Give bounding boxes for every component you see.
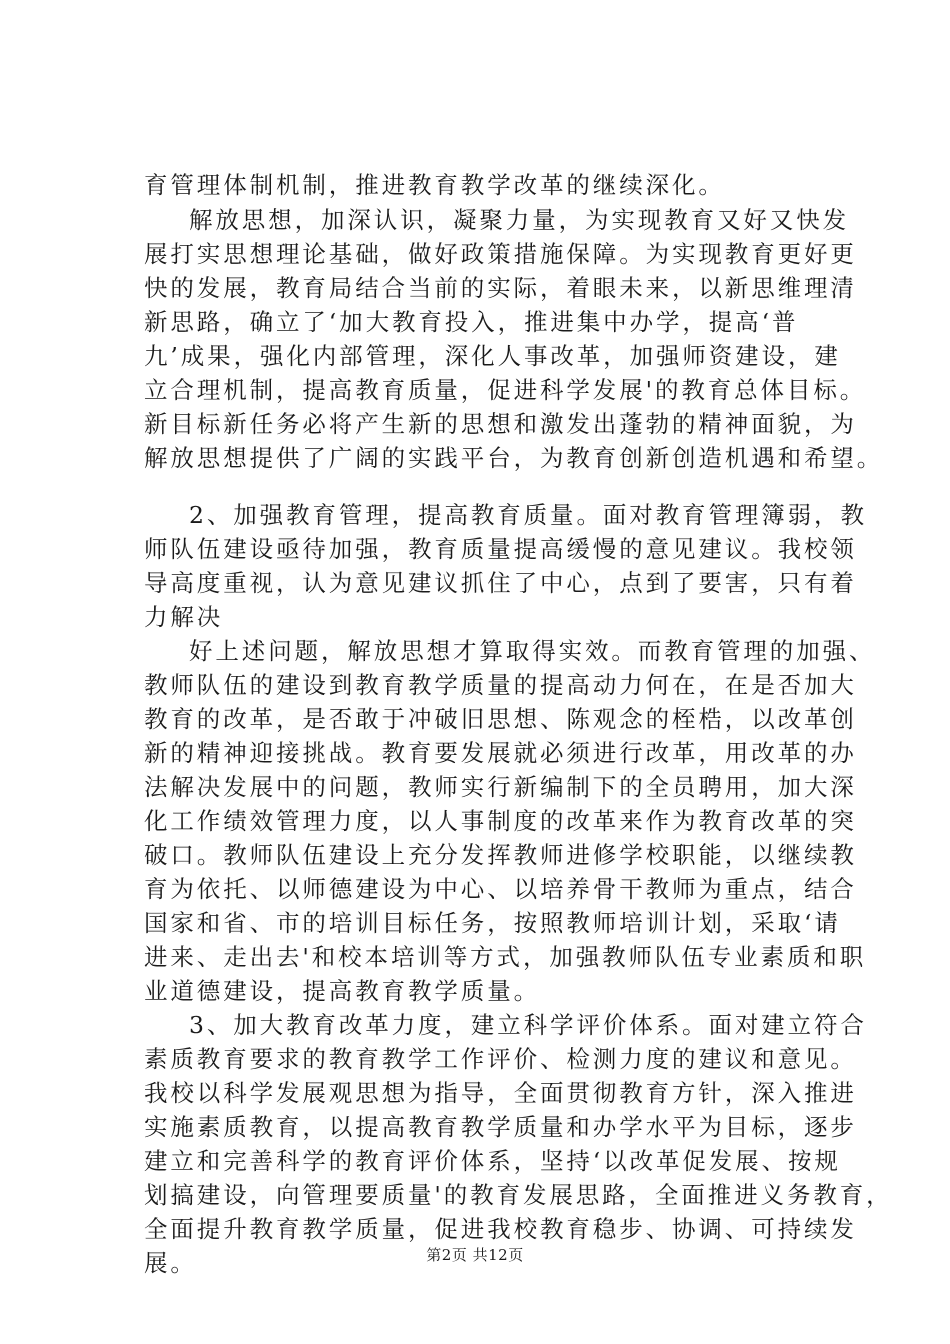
paragraph-line: 国家和省、市的培训目标任务，按照教师培训计划，采取‘请 [144, 909, 841, 937]
paragraph-line: 3、加大教育改革力度，建立科学评价体系。面对建立符合 [189, 1011, 867, 1039]
page-number-footer: 第2页 共12页 [426, 1246, 524, 1264]
paragraph-line: 育为依托、以师德建设为中心、以培养骨干教师为重点，结合 [144, 875, 857, 903]
paragraph-line: 展。 [144, 1249, 197, 1277]
paragraph-line: 新目标新任务必将产生新的思想和激发出蓬勃的精神面貌，为 [144, 410, 857, 438]
paragraph-line: 立合理机制，提高教育质量，促进科学发展'的教育总体目标。 [144, 376, 867, 404]
document-page [144, 0, 893, 1344]
paragraph-line: 好上述问题，解放思想才算取得实效。而教育管理的加强、 [189, 637, 876, 665]
paragraph-line: 教育的改革，是否敢于冲破旧思想、陈观念的桎梏，以改革创 [144, 705, 857, 733]
paragraph-line: 2、加强教育管理，提高教育质量。面对教育管理簿弱，教 [189, 501, 867, 529]
paragraph-line: 九’成果，强化内部管理，深化人事改革，加强师资建设，建 [144, 342, 841, 370]
paragraph-line: 师队伍建设亟待加强，教育质量提高缓慢的意见建议。我校领 [144, 535, 857, 563]
paragraph-line: 划搞建设，向管理要质量'的教育发展思路，全面推进义务教育， [144, 1181, 893, 1209]
paragraph-line: 我校以科学发展观思想为指导，全面贯彻教育方针，深入推进 [144, 1079, 857, 1107]
paragraph-line: 进来、走出去'和校本培训等方式，加强教师队伍专业素质和职 [144, 943, 867, 971]
paragraph-line: 教师队伍的建设到教育教学质量的提高动力何在，在是否加大 [144, 671, 857, 699]
paragraph-line: 育管理体制机制，推进教育教学改革的继续深化。 [144, 171, 725, 199]
paragraph-line: 破口。教师队伍建设上充分发挥教师进修学校职能，以继续教 [144, 841, 857, 869]
paragraph-line: 展打实思想理论基础，做好政策措施保障。为实现教育更好更 [144, 240, 857, 268]
paragraph-line: 实施素质教育，以提高教育教学质量和办学水平为目标，逐步 [144, 1113, 857, 1141]
paragraph-line: 解放思想提供了广阔的实践平台，为教育创新创造机遇和希望。 [144, 444, 884, 472]
paragraph-line: 法解决发展中的问题，教师实行新编制下的全员聘用，加大深 [144, 773, 857, 801]
paragraph-line: 建立和完善科学的教育评价体系，坚持‘以改革促发展、按规 [144, 1147, 841, 1175]
paragraph-line: 业道德建设，提高教育教学质量。 [144, 977, 540, 1005]
paragraph-line: 力解决 [144, 603, 224, 631]
paragraph-line: 新的精神迎接挑战。教育要发展就必须进行改革，用改革的办 [144, 739, 857, 767]
paragraph-line: 导高度重视，认为意见建议抓住了中心，点到了要害，只有着 [144, 569, 857, 597]
paragraph-line: 快的发展，教育局结合当前的实际，着眼未来，以新思维理清 [144, 274, 857, 302]
paragraph-line: 素质教育要求的教育教学工作评价、检测力度的建议和意见。 [144, 1045, 857, 1073]
paragraph-line: 全面提升教育教学质量，促进我校教育稳步、协调、可持续发 [144, 1215, 857, 1243]
paragraph-line: 化工作绩效管理力度，以人事制度的改革来作为教育改革的突 [144, 807, 857, 835]
paragraph-line: 解放思想，加深认识，凝聚力量，为实现教育又好又快发 [189, 206, 849, 234]
paragraph-line: 新思路，确立了‘加大教育投入，推进集中办学，提高‘普 [144, 308, 799, 336]
